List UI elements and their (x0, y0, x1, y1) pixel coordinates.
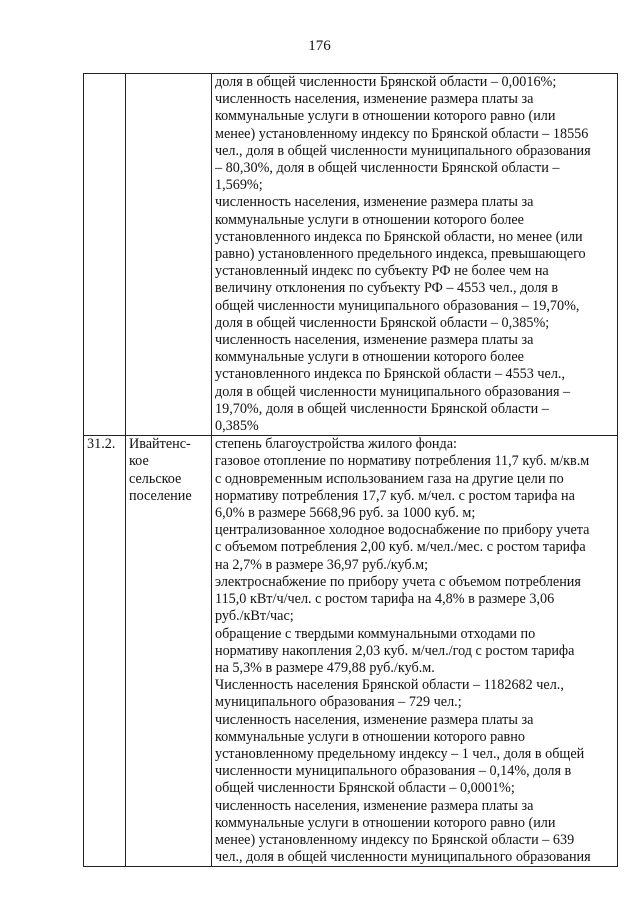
text-line: численность населения, изменение размера платы за (215, 91, 534, 108)
text-line: 6,0% в размере 5668,96 руб. за 1000 куб. м; (215, 505, 476, 522)
description-cell (212, 436, 618, 867)
municipality-name-cell (126, 436, 212, 867)
text-line: величину отклонения по субъекту РФ – 4553 чел., доля в (215, 280, 559, 297)
municipality-name-cell (126, 74, 212, 436)
text-line: установленного индекса по Брянской области, но менее (или (215, 228, 583, 245)
text-line: общей численности Брянской области – 0,0001%; (215, 780, 515, 797)
text-line: установленный индекс по субъекту РФ не более чем на (215, 263, 549, 280)
text-line: нормативу потребления 17,7 куб. м/чел. с ростом тарифа на (215, 487, 575, 504)
text-line: коммунальные услуги в отношении которого более (215, 211, 524, 228)
text-line: с одновременным использованием газа на другие цели по (215, 470, 564, 487)
text-line: чел., доля в общей численности муниципального образования (215, 849, 591, 866)
page-number: 176 (308, 38, 331, 54)
text-line: коммунальные услуги в отношении которого равно (или (215, 814, 556, 831)
text-line: 1,569%; (215, 177, 263, 194)
row-number-cell: 31.2. (84, 436, 126, 867)
text-line: доля в общей численности Брянской области – 0,0016%; (215, 74, 557, 90)
text-line: электроснабжение по прибору учета с объемом потребления (215, 573, 581, 590)
text-line: муниципального образования – 729 чел.; (215, 694, 462, 711)
text-line: сельское (129, 470, 182, 487)
text-line: нормативу накопления 2,03 куб. м/чел./год с ростом тарифа (215, 642, 575, 659)
text-line: руб./кВт/час; (215, 608, 294, 625)
text-line: поселение (129, 487, 192, 504)
table-row (84, 436, 618, 867)
row-number-cell (84, 74, 126, 436)
text-line: доля в общей численности Брянской области – 0,385%; (215, 314, 550, 331)
text-line: степень благоустройства жилого фонда: (215, 436, 457, 453)
text-line: – 80,30%, доля в общей численности Брянской области – (215, 160, 560, 177)
table-row (84, 74, 618, 436)
text-line: менее) установленному индексу по Брянской области – 639 (215, 831, 575, 848)
text-line: менее) установленному индексу по Брянской области – 18556 (215, 125, 589, 142)
text-line: кое (129, 453, 149, 470)
document-table (83, 73, 618, 867)
text-line: обращение с твердыми коммунальными отходами по (215, 625, 536, 642)
text-line: централизованное холодное водоснабжение по прибору учета (215, 522, 590, 539)
text-line: численность населения, изменение размера платы за (215, 711, 534, 728)
text-line: 0,385% (215, 418, 259, 435)
text-line: установленному предельному индексу – 1 чел., доля в общей (215, 745, 585, 762)
text-line: 115,0 кВт/ч/чел. с ростом тарифа на 4,8% в размере 3,06 (215, 591, 555, 608)
text-line: численность населения, изменение размера платы за (215, 194, 534, 211)
text-line: Численность населения Брянской области – 1182682 чел., (215, 677, 564, 694)
text-line: чел., доля в общей численности муниципального образования (215, 142, 591, 159)
text-line: коммунальные услуги в отношении которого равно (215, 728, 525, 745)
text-line: на 5,3% в размере 479,88 руб./куб.м. (215, 659, 435, 676)
text-line: равно) установленного предельного индекса, превышающего (215, 246, 586, 263)
text-line: на 2,7% в размере 36,97 руб./куб.м; (215, 556, 429, 573)
text-line: газовое отопление по нормативу потребления 11,7 куб. м/кв.м (215, 453, 590, 470)
text-line: доля в общей численности муниципального образования – (215, 383, 571, 400)
text-line: Ивайтенс- (129, 436, 191, 453)
text-line: коммунальные услуги в отношении которого более (215, 349, 524, 366)
text-line: общей численности муниципального образования – 19,70%, (215, 297, 580, 314)
text-line: численности муниципального образования – 0,14%, доля в (215, 763, 572, 780)
text-line: численность населения, изменение размера платы за (215, 797, 534, 814)
text-line: установленного индекса по Брянской области – 4553 чел., (215, 366, 566, 383)
text-line: численность населения, изменение размера платы за (215, 332, 534, 349)
text-line: с объемом потребления 2,00 куб. м/чел./мес. с ростом тарифа (215, 539, 586, 556)
description-cell (212, 74, 618, 436)
text-line: коммунальные услуги в отношении которого равно (или (215, 108, 556, 125)
text-line: 19,70%, доля в общей численности Брянской области – (215, 400, 549, 417)
